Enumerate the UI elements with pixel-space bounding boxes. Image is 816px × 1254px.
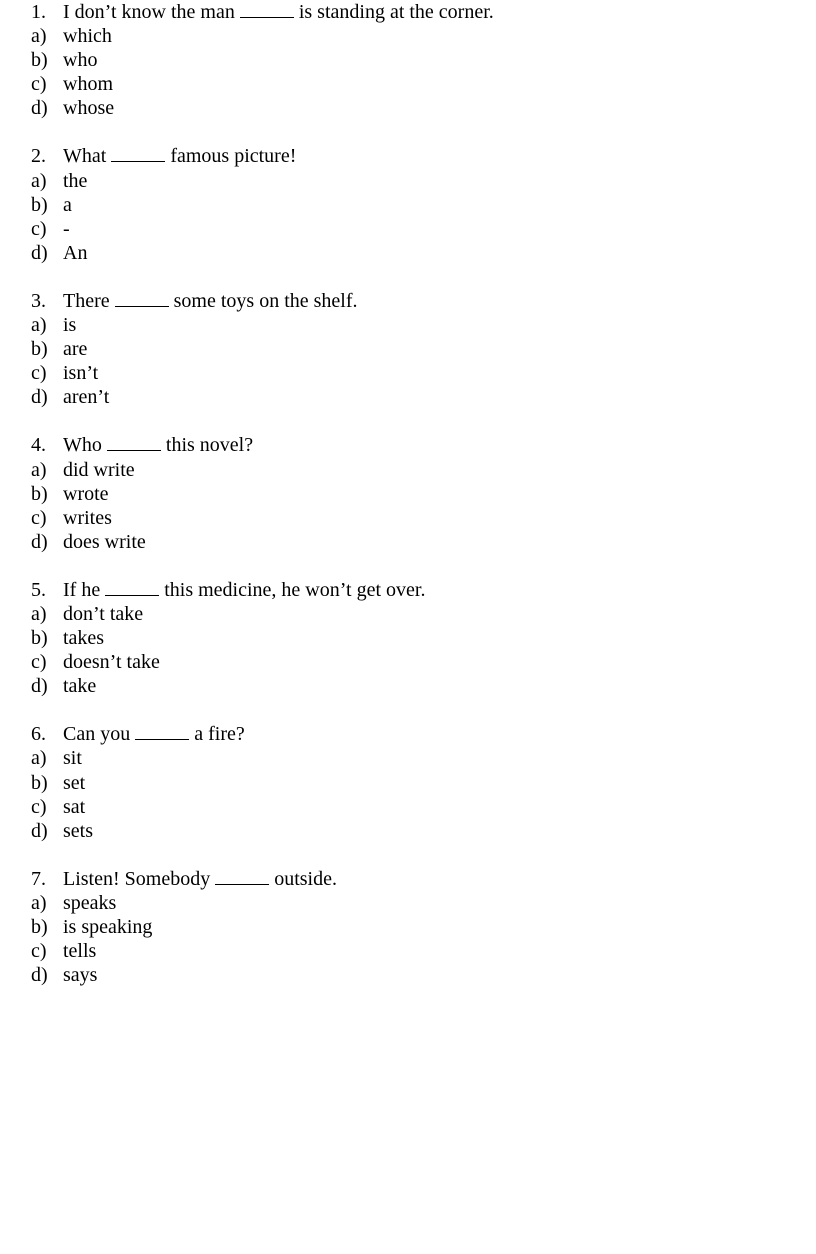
question-number: 1.: [31, 1, 46, 23]
option-marker: c): [31, 940, 47, 963]
option-marker: a): [31, 25, 47, 48]
option-text: is speaking: [63, 916, 153, 938]
stem-before-blank: Who: [63, 434, 102, 457]
stem-before-blank: What: [63, 145, 107, 168]
option-marker: b): [31, 771, 48, 794]
option-marker: d): [31, 964, 48, 987]
option-a: [31, 746, 494, 770]
stem-after-blank: is standing at the corner.: [298, 1, 494, 23]
option-marker: c): [31, 651, 47, 674]
option-text: which: [63, 25, 112, 48]
option-text: sets: [63, 819, 93, 842]
option-marker: c): [31, 217, 47, 240]
answer-blank: [111, 145, 165, 162]
option-b: [31, 482, 494, 506]
option-b: [31, 48, 494, 72]
stem-before-blank: Listen! Somebody: [63, 867, 211, 890]
option-marker: c): [31, 506, 47, 529]
option-text: -: [63, 217, 70, 240]
stem-before-blank: There: [63, 289, 110, 312]
option-text: whose: [63, 97, 115, 120]
option-text: takes: [63, 627, 105, 650]
stem-before-blank: If he: [63, 578, 101, 601]
option-marker: c): [31, 795, 47, 818]
option-marker: d): [31, 675, 48, 698]
question-number: 3.: [31, 289, 46, 312]
option-marker: a): [31, 169, 47, 192]
option-text: who: [63, 49, 98, 72]
option-c: [31, 650, 494, 674]
option-text: whom: [63, 73, 113, 96]
option-b: [31, 771, 494, 795]
option-marker: a): [31, 458, 47, 481]
question-4: [31, 433, 494, 553]
answer-blank: [215, 868, 269, 885]
question-number: 5.: [31, 578, 46, 601]
option-text: take: [63, 675, 97, 698]
question-number: 4.: [31, 434, 46, 457]
option-text: An: [63, 241, 88, 264]
option-b: [31, 337, 494, 361]
option-text: does write: [63, 530, 146, 553]
option-d: [31, 963, 494, 987]
question-1: [31, 0, 494, 120]
option-c: [31, 795, 494, 819]
option-text: set: [63, 771, 86, 794]
option-marker: d): [31, 97, 48, 120]
stem-before-blank: I don’t know the man: [63, 1, 235, 23]
option-text: wrote: [63, 482, 109, 505]
option-a: [31, 602, 494, 626]
option-text: writes: [63, 506, 112, 529]
option-text: are: [63, 338, 88, 361]
option-text: isn’t: [63, 362, 99, 385]
option-marker: b): [31, 482, 48, 505]
stem-after-blank: this novel?: [165, 434, 254, 457]
question-number: 2.: [31, 145, 46, 168]
question-stem: [31, 578, 494, 602]
option-marker: b): [31, 193, 48, 216]
option-text: a: [63, 193, 72, 216]
question-number: 7.: [31, 867, 46, 890]
question-number: 6.: [31, 723, 46, 746]
option-marker: d): [31, 819, 48, 842]
option-text: don’t take: [63, 602, 144, 625]
answer-blank: [135, 723, 189, 740]
option-d: [31, 96, 494, 120]
option-text: tells: [63, 940, 97, 963]
option-d: [31, 385, 494, 409]
answer-blank: [240, 1, 294, 18]
option-d: [31, 819, 494, 843]
option-text: the: [63, 169, 88, 192]
option-a: [31, 24, 494, 48]
question-stem: [31, 722, 494, 746]
stem-after-blank: famous picture!: [170, 145, 297, 168]
quiz-document: [0, 0, 494, 1011]
question-stem: [31, 289, 494, 313]
question-2: [31, 144, 494, 264]
question-stem: [31, 867, 494, 891]
question-5: [31, 578, 494, 698]
option-d: [31, 530, 494, 554]
answer-blank: [107, 434, 161, 451]
answer-blank: [105, 579, 159, 596]
option-a: [31, 169, 494, 193]
stem-after-blank: this medicine, he won’t get over.: [164, 578, 426, 601]
option-text: is: [63, 314, 77, 337]
stem-after-blank: a fire?: [194, 723, 245, 746]
option-text: sat: [63, 795, 86, 818]
option-c: [31, 939, 494, 963]
option-marker: d): [31, 530, 48, 553]
question-3: [31, 289, 494, 409]
option-text: doesn’t take: [63, 651, 160, 674]
option-a: [31, 891, 494, 915]
option-a: [31, 313, 494, 337]
option-marker: b): [31, 49, 48, 72]
option-d: [31, 241, 494, 265]
option-a: [31, 458, 494, 482]
option-marker: b): [31, 916, 48, 938]
option-marker: d): [31, 386, 48, 409]
option-marker: a): [31, 602, 47, 625]
option-text: did write: [63, 458, 135, 481]
option-marker: c): [31, 362, 47, 385]
option-marker: d): [31, 241, 48, 264]
option-c: [31, 506, 494, 530]
option-marker: a): [31, 314, 47, 337]
option-text: speaks: [63, 891, 117, 914]
option-c: [31, 361, 494, 385]
option-marker: b): [31, 627, 48, 650]
option-marker: a): [31, 891, 47, 914]
option-c: [31, 217, 494, 241]
answer-blank: [115, 290, 169, 307]
option-marker: b): [31, 338, 48, 361]
option-b: [31, 193, 494, 217]
option-text: sit: [63, 747, 82, 770]
option-marker: c): [31, 73, 47, 96]
question-7: [31, 867, 494, 987]
option-marker: a): [31, 747, 47, 770]
stem-before-blank: Can you: [63, 723, 131, 746]
option-b: [31, 915, 494, 939]
option-text: says: [63, 964, 98, 987]
option-b: [31, 626, 494, 650]
question-stem: [31, 144, 494, 168]
question-stem: [31, 433, 494, 457]
question-stem: [31, 0, 494, 24]
option-text: aren’t: [63, 386, 110, 409]
stem-after-blank: outside.: [274, 867, 337, 890]
question-6: [31, 722, 494, 842]
stem-after-blank: some toys on the shelf.: [173, 289, 358, 312]
option-c: [31, 72, 494, 96]
option-d: [31, 674, 494, 698]
